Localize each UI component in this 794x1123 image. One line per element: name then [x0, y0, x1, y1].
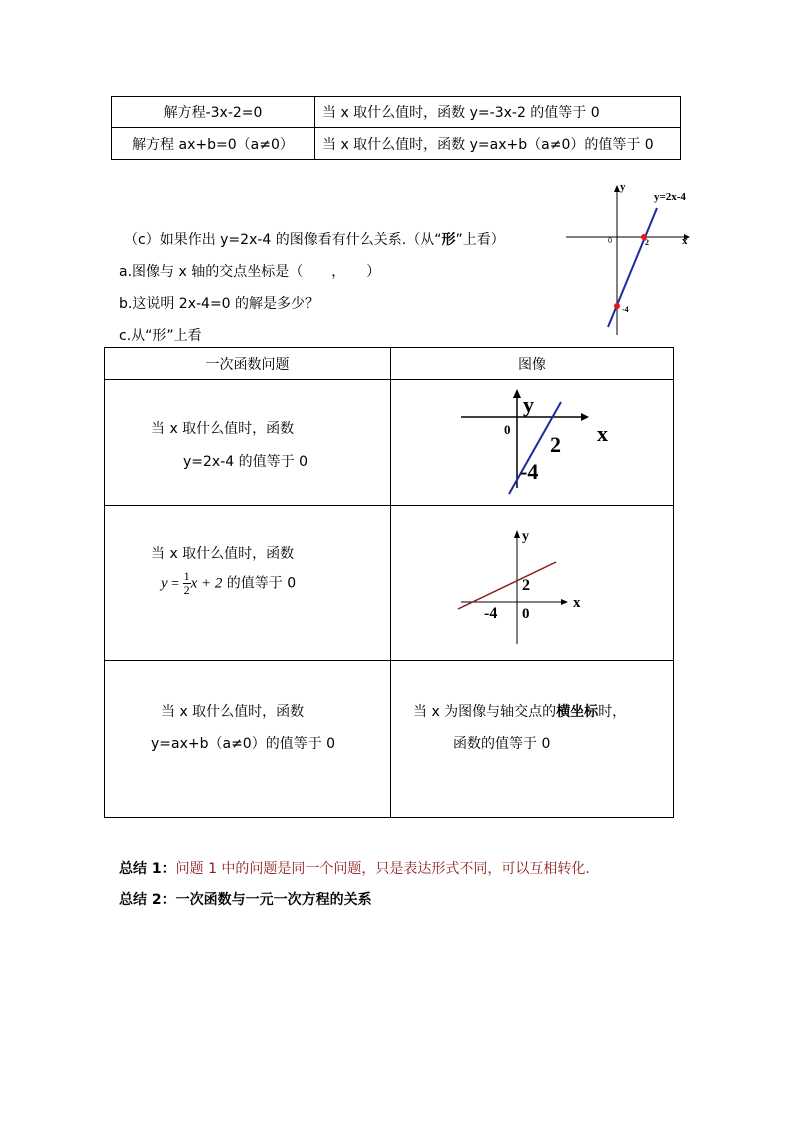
fraction	[183, 570, 191, 597]
y-intercept-label: -4	[622, 305, 629, 314]
row2-graph-cell	[391, 506, 674, 661]
x-intercept-label: 2	[550, 432, 561, 457]
y-intercept-label: -4	[520, 459, 539, 484]
table-cell-equation	[112, 97, 315, 128]
row1-line2: y=2x-4 的值等于 0	[183, 454, 308, 470]
y-axis-arrow	[514, 530, 520, 538]
origin-label: 0	[608, 236, 612, 245]
x-axis-label: x	[682, 235, 688, 247]
row3-answer-line2: 函数的值等于 0	[453, 736, 551, 752]
fraction-denominator: 2	[183, 583, 190, 597]
eq-suffix: 的值等于 0	[222, 575, 297, 592]
intro-bold: 形	[441, 232, 456, 248]
function-line	[608, 208, 657, 327]
y-axis-label: y	[523, 392, 534, 417]
question-b: b.这说明 2x-4=0 的解是多少？	[119, 296, 320, 312]
summary-2-label: 总结 2：	[119, 892, 176, 908]
cell-text: 当 x 取什么值时，函数 y=-3x-2 的值等于 0	[322, 105, 600, 121]
answer-bold: 横坐标	[556, 704, 599, 720]
x-intercept-label: 2	[645, 238, 649, 247]
row3-question	[105, 661, 391, 818]
summary-1-text: 问题 1 中的问题是同一个问题，只是表达形式不同，可以互相转化.	[175, 861, 590, 877]
header-text: 图像	[518, 356, 546, 373]
row2-line1: 当 x 取什么值时，函数	[151, 546, 295, 562]
x-axis-arrow	[561, 599, 568, 605]
question-a: a.图像与 x 轴的交点坐标是（ ， ）	[119, 264, 381, 280]
answer-prefix: 当 x 为图像与轴交点的	[413, 704, 557, 720]
fraction-numerator: 1	[183, 569, 190, 583]
row2-question	[105, 506, 391, 661]
table-cell-function	[315, 97, 681, 128]
row1-line1: 当 x 取什么值时，函数	[151, 421, 295, 437]
y-axis-label: y	[522, 529, 529, 544]
origin-label: 0	[504, 422, 511, 437]
eq-y: y	[161, 575, 168, 592]
x-axis-label: x	[597, 421, 608, 446]
table-cell-function	[315, 128, 681, 160]
cell-text: 解方程 ax+b=0（a≠0）	[132, 136, 294, 153]
eq-equals: =	[167, 576, 183, 592]
row2-equation	[161, 570, 296, 597]
summary-1	[119, 858, 590, 878]
header-function-problem	[105, 348, 391, 380]
origin-label: 0	[522, 606, 530, 622]
part-c-intro	[124, 229, 505, 249]
eq-rest: x + 2	[190, 575, 223, 592]
header-text: 一次函数问题	[205, 356, 290, 373]
row3-line1: 当 x 取什么值时，函数	[161, 704, 305, 720]
y-intercept-point	[614, 303, 620, 309]
intro-prefix: （c）如果作出 y=2x-4 的图像看有什么关系.（从“	[124, 232, 442, 248]
cell-text: 当 x 取什么值时，函数 y=ax+b（a≠0）的值等于 0	[322, 136, 654, 153]
equation-function-table	[111, 96, 681, 160]
intro-suffix: ”上看）	[455, 232, 505, 248]
function-image-table	[104, 347, 674, 818]
x-axis-arrow	[581, 413, 589, 421]
row3-answer	[391, 661, 674, 818]
row1-graph	[456, 384, 616, 496]
line-label: y=2x-4	[654, 191, 686, 203]
y-axis-arrow	[513, 389, 521, 398]
row3-answer-line1	[413, 701, 626, 721]
summary-2	[119, 889, 372, 909]
y-intercept-label: 2	[522, 577, 530, 594]
summary-1-label: 总结 1：	[119, 861, 176, 877]
summary-2-text: 一次函数与一元一次方程的关系	[175, 892, 372, 908]
question-c: c.从“形”上看	[119, 328, 202, 344]
header-image	[391, 348, 674, 380]
row3-line2: y=ax+b（a≠0）的值等于 0	[151, 736, 336, 752]
table-cell-equation	[112, 128, 315, 160]
row1-question	[105, 380, 391, 506]
x-intercept-label: -4	[484, 605, 498, 622]
row2-graph	[455, 526, 595, 650]
answer-suffix: 时，	[598, 704, 627, 720]
x-axis-label: x	[573, 595, 581, 611]
row1-graph-cell	[391, 380, 674, 506]
y-axis-label: y	[620, 181, 626, 193]
cell-text: 解方程-3x-2=0	[163, 105, 263, 121]
small-graph	[560, 178, 700, 338]
